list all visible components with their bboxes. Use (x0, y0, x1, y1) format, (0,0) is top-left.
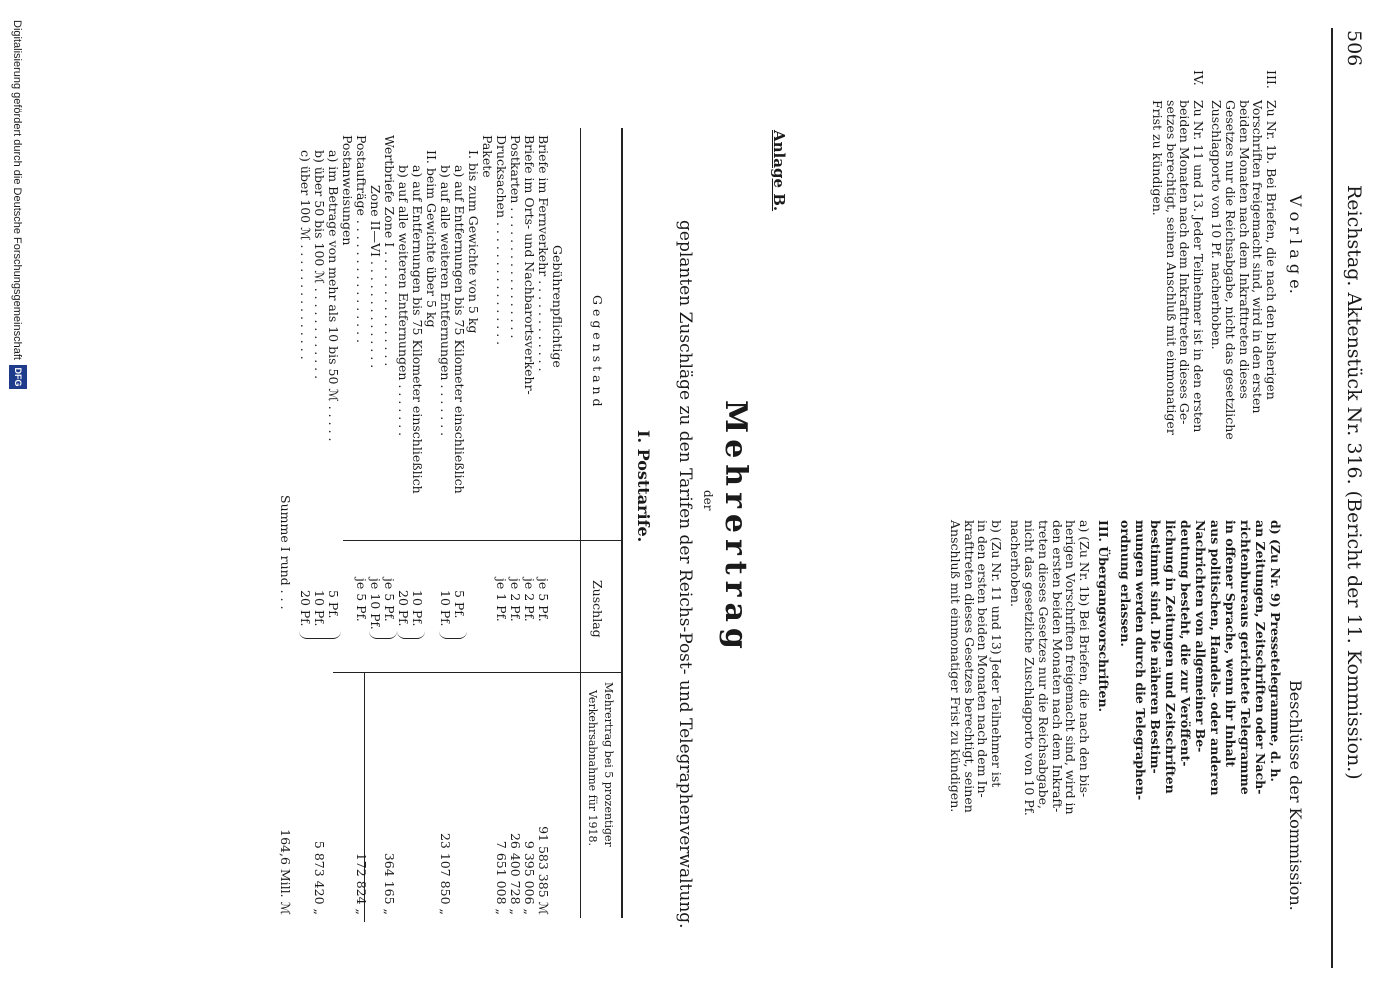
para-iii-label: III. (1264, 70, 1279, 89)
dfg-credit: Digitalisierung gefördert durch die Deutsche Forschungsgemeinschaft (11, 20, 23, 360)
brace-money-orders (299, 630, 341, 639)
table-col-divider-1 (343, 540, 623, 541)
para-a-text: a) (Zu Nr. 1b) Bei Briefen, die nach den bis- herigen Vorschriften freigemacht sind, wird in den ersten beiden Monaten nach dem Inkraft- treten dieses Gesetzes nur die Reichsabgabe, nicht das gesetzliche Zuschlagporto von 10 Pf. nacherhoben. (1008, 520, 1092, 816)
brace-parcels-light (439, 630, 467, 639)
col-header-item: G e g e n s t a n d (590, 295, 605, 407)
para-iii-text: Zu Nr. 1b. Bei Briefen, die nach den bisherigen Vorschriften freigemacht sind, wird in den ersten beiden Monaten nach dem Inkrafttreten dieses Gesetzes nur die Reichsabgabe, nicht das gesetzliche Zuschlagporto von 10 Pf. nacherhoben. (1209, 100, 1279, 440)
annex-title: Mehrertrag (718, 400, 753, 655)
sum-value: 164,6 Mill. ℳ (278, 829, 293, 915)
table-header-rule (580, 128, 581, 918)
brace-value-letters (369, 630, 397, 639)
rotated-page: 506 Reichstag. Aktenstück Nr. 316. (Bericht der 11. Kommission.) V o r l a g e. Beschlüsse der Kommission. III. Zu Nr. 1b. Bei Briefen, die nach den bisherigen Vorschriften freigemacht sind, wird in den ersten beiden Monaten nach dem Inkrafttreten dieses Gesetzes nur die Reichsabgabe, nicht das gesetzliche Zuschlagporto von 10 Pf. nacherhoben. IV. Zu Nr. 11 und 13. Jeder Teilnehmer ist in den ersten beiden Monaten nach dem Inkrafttreten dieses Ge- setzes berechtigt, seinen Anschluß mit einmonatiger Frist zu kündigen. d) (Zu Nr. 9) Pressetelegramme, d. h. an Zeitungen, Zeitschriften oder Nach- richtenbureaus gerichtete Telegramme in offener Sprache, wenn ihr Inhalt aus politischen, Handels- oder anderen Nachrichten von allgemeiner Be- deutung besteht, die zur Veröffent- lichung in Zeitungen und Zeitschriften bestimmt sind. Die näheren Bestim- mungen werden durch die Telegraphen- ordnung erlassen. III. Übergangsvorschriften. a) (Zu Nr. 1b) Bei Briefen, die nach den bis- herigen Vorschriften freigemacht sind, wird in den ersten beiden Monaten nach dem Inkraft- treten dieses Gesetzes nur die Reichsabgabe, nicht das gesetzliche Zuschlagporto von 10 Pf. nacherhoben. b) (Zu Nr. 11 und 13) Jeder Teilnehmer ist in den ersten beiden Monaten nach dem In- krafttreten dieses Gesetzes berechtigt, seinen Anschluß mit einmonatiger Frist zu kündigen. Anlage B. Mehrertrag der geplanten Zuschläge zu den Tarifen der Reichs-Post- und Telegraphenverwaltung. I. Posttarife. G e g e n s t a n d Zuschlag Mehrertrag bei 5 prozentiger Verkehrsabnahme für 1918. Gebührenpflichtige Briefe im Fernverkehr . . . . . . . . . . . . je 5 Pf. 91 583 385 ℳ Briefe im Orts- und Nachbarortsverkehr- je 2 Pf. 9 395 006 „ Postkarten . . . . . . . . . . . . . . . . . je 2 Pf. 26 400 728 „ Drucksachen . . . . . . . . . . . . . . . . je 1 Pf. 7 651 008 „ Pakete I. bis zum Gewichte von 5 kg a) auf Entfernungen bis 75 Kilometer einschließlich 5 Pf. b) auf alle weiteren Entfernungen . . . . . . . 10 Pf. 23 107 850 „ II. beim Gewichte über 5 kg a) auf Entfernungen bis 75 Kilometer einschließlich 10 Pf. b) auf alle weiteren Entfernungen . . . . . . . 20 Pf. Wertbriefe Zone I . . . . . . . . . . . . . . . je 5 Pf. 364 165 „ Zone II—VI . . . . . . . . . . . . . . je 10 Pf. Postaufträge . . . . . . . . . . . . . . . . je 5 Pf. 172 824 „ Postanweisungen a) im Betrage von mehr als 10 bis 50 ℳ . . . . . 5 Pf. b) über 50 bis 100 ℳ . . . . . . . . . . . . 10 Pf. 5 873 420 „ c) über 100 ℳ . . . . . . . . . . . . . . . 20 Pf. Summe I rund . . . 164,6 Mill. ℳ Digitalisierung gefördert durch die Deutsche Forschungsgemeinschaft DFG (0, 0, 1383, 1000)
brace-parcels-heavy (397, 630, 425, 639)
para-iv-label: IV. (1191, 70, 1206, 86)
group-header: Gebührenpflichtige (550, 245, 565, 368)
section-heading-iii: III. Übergangsvorschriften. (1096, 520, 1111, 712)
sum-dots: . . . (278, 589, 293, 610)
right-heading: Beschlüsse der Kommission. (1286, 680, 1305, 911)
dfg-logo-icon: DFG (9, 365, 27, 389)
left-heading: V o r l a g e. (1286, 195, 1305, 294)
col-header-yield-1: Mehrertrag bei 5 prozentiger (602, 682, 615, 847)
table-col-divider-2 (333, 672, 623, 673)
annex-subtitle: geplanten Zuschläge zu den Tarifen der Reichs-Post- und Telegraphenverwaltung. (675, 220, 695, 929)
para-b-text: b) (Zu Nr. 11 und 13) Jeder Teilnehmer ist in den ersten beiden Monaten nach dem In- krafttreten dieses Gesetzes berechtigt, seinen Anschluß mit einmonatiger Frist zu kündigen. (947, 520, 1004, 813)
para-d-text: d) (Zu Nr. 9) Pressetelegramme, d. h. an Zeitungen, Zeitschriften oder Nach- richtenbureaus gerichtete Telegramme in offener Sprache, wenn ihr Inhalt aus politischen, Handels- oder anderen Nachrichten von allgemeiner Be- deutung besteht, die zur Veröffent- lichung in Zeitungen und Zeitschriften bestimmt sind. Die näheren Bestim- mungen werden durch die Telegraphen- ordnung erlassen. (1118, 520, 1283, 801)
page-number: 506 (1343, 30, 1365, 67)
sum-label: Summe I rund (278, 495, 293, 586)
table-top-rule (621, 128, 623, 918)
section-posttarife: I. Posttarife. (634, 430, 653, 543)
col-header-surcharge: Zuschlag (590, 580, 605, 638)
annex-label: Anlage B. (770, 130, 788, 212)
col-header-yield-2: Verkehrsabnahme für 1918. (586, 690, 599, 847)
header-rule (1331, 28, 1333, 968)
page-title: Reichstag. Aktenstück Nr. 316. (Bericht der 11. Kommission.) (1343, 185, 1365, 780)
para-iv-text: Zu Nr. 11 und 13. Jeder Teilnehmer ist in den ersten beiden Monaten nach dem Inkrafttreten dieses Ge- setzes berechtigt, seinen Anschluß mit einmonatiger Frist zu kündigen. (1149, 100, 1206, 435)
annex-der: der (701, 490, 715, 511)
